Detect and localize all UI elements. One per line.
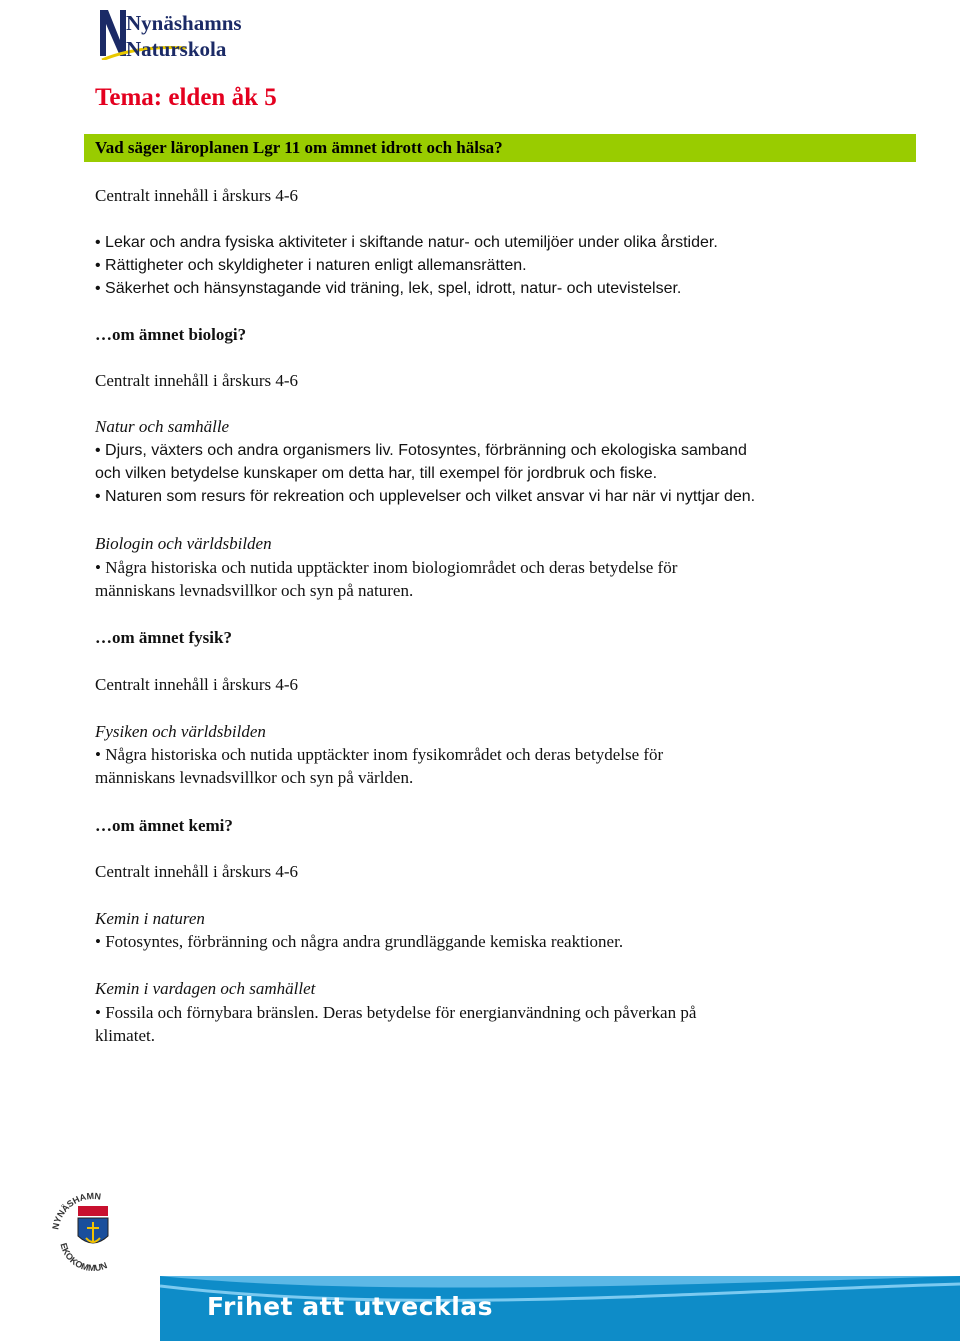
list-item: • Några historiska och nutida upptäckter inom fysikområdet och deras betydelse för: [95, 745, 664, 764]
list-item: och vilken betydelse kunskaper om detta har, till exempel för jordbruk och fiske.: [95, 465, 658, 482]
list-item: • Säkerhet och hänsynstagande vid träning, lek, spel, idrott, natur- och utevistelser.: [95, 280, 682, 297]
footer-slogan: Frihet att utvecklas: [207, 1292, 494, 1321]
list-item: människans levnadsvillkor och syn på världen.: [95, 768, 414, 787]
footer-banner: [160, 1276, 960, 1341]
municipality-seal-logo: [50, 1178, 136, 1288]
svg-text:Naturskola: Naturskola: [126, 37, 227, 60]
kemi-heading: …om ämnet kemi?: [95, 816, 233, 835]
page-title: Tema: elden åk 5: [95, 84, 277, 111]
list-item: • Fossila och förnybara bränslen. Deras betydelse för energianvändning och påverkan på: [95, 1003, 697, 1022]
list-item: klimatet.: [95, 1026, 155, 1045]
biologi-subheading: Centralt innehåll i årskurs 4-6: [95, 371, 299, 390]
biologi-heading: …om ämnet biologi?: [95, 325, 247, 344]
list-item: • Naturen som resurs för rekreation och upplevelser och vilket ansvar vi har när vi nyttjar den.: [95, 488, 756, 505]
banner-text: Vad säger läroplanen Lgr 11 om ämnet idrott och hälsa?: [95, 138, 503, 157]
list-item: • Fotosyntes, förbränning och några andra grundläggande kemiska reaktioner.: [95, 932, 624, 951]
list-item: • Lekar och andra fysiska aktiviteter i skiftande natur- och utemiljöer under olika årstider.: [95, 234, 718, 251]
biologi-section-title: Natur och samhälle: [95, 417, 230, 436]
fysik-heading: …om ämnet fysik?: [95, 628, 232, 647]
svg-text:NYNÄSHAMN: NYNÄSHAMN: [50, 1190, 102, 1231]
svg-text:Nynäshamns: Nynäshamns: [126, 11, 242, 35]
list-item: • Djurs, växters och andra organismers liv. Fotosyntes, förbränning och ekologiska samband: [95, 442, 747, 459]
fysik-subheading: Centralt innehåll i årskurs 4-6: [95, 675, 299, 694]
list-item: • Några historiska och nutida upptäckter inom biologiområdet och deras betydelse för: [95, 558, 678, 577]
naturskola-logo: [96, 6, 276, 60]
biologi-section-title: Biologin och världsbilden: [95, 534, 272, 553]
section-banner: [84, 134, 916, 162]
fysik-section-title: Fysiken och världsbilden: [95, 722, 266, 741]
kemi-section-title: Kemin i vardagen och samhället: [95, 979, 316, 998]
idrott-subheading: Centralt innehåll i årskurs 4-6: [95, 186, 299, 205]
list-item: • Rättigheter och skyldigheter i naturen enligt allemansrätten.: [95, 257, 527, 274]
kemi-section-title: Kemin i naturen: [95, 909, 205, 928]
kemi-subheading: Centralt innehåll i årskurs 4-6: [95, 862, 299, 881]
svg-text:EKOKOMMUN: EKOKOMMUN: [58, 1241, 109, 1274]
list-item: människans levnadsvillkor och syn på naturen.: [95, 581, 414, 600]
